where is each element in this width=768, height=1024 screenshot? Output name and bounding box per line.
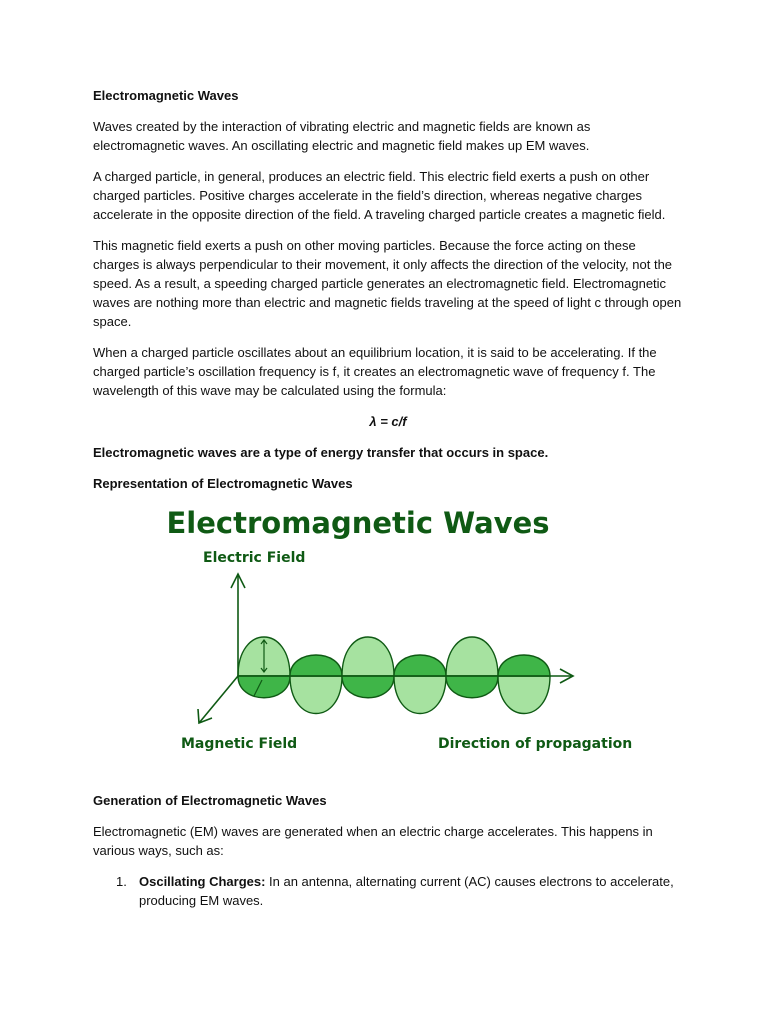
wavelength-formula: λ = c/f bbox=[369, 414, 407, 429]
list-item-text: In an antenna, alternating current (AC) causes electrons to accelerate, producing EM waves. bbox=[139, 874, 674, 908]
magnetic-lobe bbox=[342, 676, 394, 698]
paragraph: Waves created by the interaction of vibrating electric and magnetic fields are known as electromagnetic waves. An oscillating electric and magnetic field makes up EM waves. bbox=[93, 119, 591, 153]
page-title: Electromagnetic Waves bbox=[93, 88, 239, 103]
paragraph: This magnetic field exerts a push on other moving particles. Because the force acting on these charges is always perpendicular to their movement, it only affects the direction of the velocity, not the speed. As a result, a speeding charged particle generates an electromagnetic field. Electromagnetic waves are nothing more than electric and magnetic fields traveling at the speed of light c through open space. bbox=[93, 238, 682, 329]
document-body bbox=[93, 86, 683, 505]
electric-lobe bbox=[498, 676, 550, 714]
magnetic-lobe bbox=[446, 676, 498, 698]
list-item bbox=[93, 872, 683, 910]
electric-lobe bbox=[342, 637, 394, 676]
magnetic-lobe bbox=[498, 655, 550, 676]
em-wave-diagram bbox=[166, 500, 633, 760]
magnetic-lobe bbox=[290, 655, 342, 676]
document-body-lower bbox=[93, 791, 683, 910]
magnetic-field-label: Magnetic Field bbox=[181, 736, 298, 752]
representation-heading: Representation of Electromagnetic Waves bbox=[93, 476, 353, 491]
em-wave-figure bbox=[166, 500, 633, 760]
electric-field-label: Electric Field bbox=[203, 550, 306, 566]
magnetic-lobe bbox=[238, 676, 290, 698]
paragraph: When a charged particle oscillates about an equilibrium location, it is said to be accelerating. If the charged particle’s oscillation frequency is f, it creates an electromagnetic wave of frequency f. The wavelength of this wave may be calculated using the formula: bbox=[93, 345, 657, 398]
electric-lobe bbox=[446, 637, 498, 676]
paragraph: A charged particle, in general, produces an electric field. This electric field exerts a push on other charged particles. Positive charges accelerate in the field’s direction, whereas negative charges accelerate in the opposite direction of the field. A traveling charged particle creates a magnetic field. bbox=[93, 169, 666, 222]
generation-list bbox=[93, 872, 683, 910]
list-number: 1. bbox=[116, 874, 127, 889]
direction-label: Direction of propagation bbox=[438, 736, 633, 752]
generation-heading: Generation of Electromagnetic Waves bbox=[93, 793, 327, 808]
list-item-heading: Oscillating Charges: bbox=[139, 874, 266, 889]
figure-title: Electromagnetic Waves bbox=[166, 506, 550, 540]
magnetic-lobe bbox=[394, 655, 446, 676]
paragraph: Electromagnetic (EM) waves are generated when an electric charge accelerates. This happens in various ways, such as: bbox=[93, 824, 653, 858]
electric-lobe bbox=[290, 676, 342, 714]
bold-statement: Electromagnetic waves are a type of energy transfer that occurs in space. bbox=[93, 445, 549, 460]
magnetic-field-axis bbox=[199, 676, 238, 723]
electric-lobe bbox=[394, 676, 446, 714]
